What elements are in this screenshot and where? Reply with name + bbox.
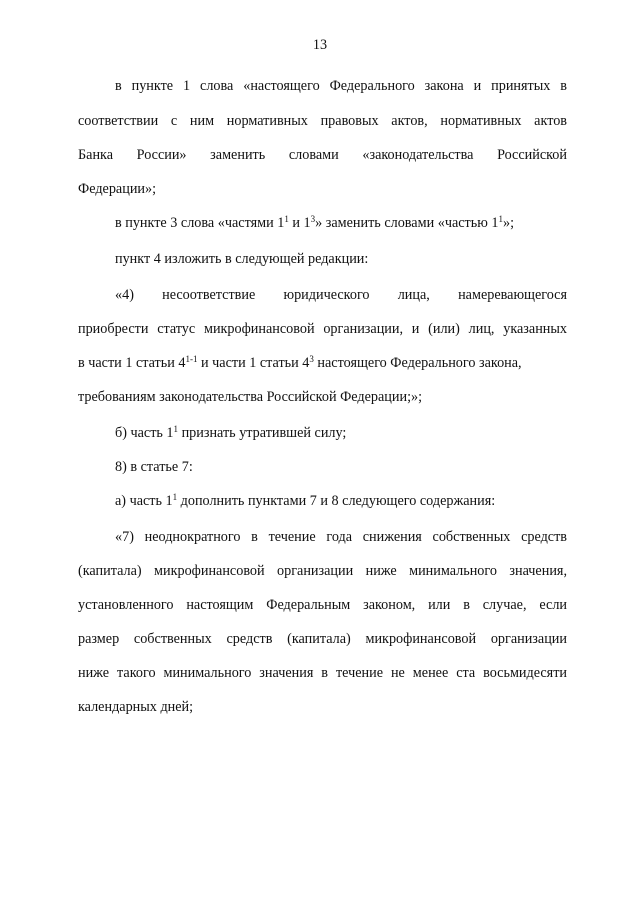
text-line: соответствии с ним нормативных правовых актов, нормативных актов	[78, 113, 567, 129]
text-line: «4) несоответствие юридического лица, намеревающегося	[115, 287, 567, 303]
text-line: календарных дней;	[78, 699, 194, 715]
text-line: «7) неоднократного в течение года снижения собственных средств	[115, 529, 567, 545]
text-line: Банка России» заменить словами «законодательства Российской	[78, 147, 567, 163]
text-line: 8) в статье 7:	[115, 459, 193, 475]
text-line: в пункте 3 слова «частями $1^1$ и $1^3$» заменить словами «частью $1^1$»;	[115, 214, 515, 231]
text-line: требованиям законодательства Российской Федерации;»;	[78, 389, 423, 405]
text-line: ниже такого минимального значения в течение не менее ста восьмидесяти	[78, 665, 567, 681]
text-line: в части 1 статьи 4$^{1-1}$ и части 1 статьи $4^3$ настоящего Федерального закона,	[78, 354, 522, 371]
text-line: размер собственных средств (капитала) микрофинансовой организации	[78, 631, 567, 647]
page-number: 13	[312, 37, 328, 53]
text-line: б) часть $1^1$ признать утратившей силу;	[115, 424, 347, 441]
text-line: Федерации»;	[78, 181, 157, 197]
text-line: а) часть $1^1$ дополнить пунктами 7 и 8 следующего содержания:	[115, 492, 496, 509]
text-line: пункт 4 изложить в следующей редакции:	[115, 251, 369, 267]
text-line: установленного настоящим Федеральным законом, или в случае, если	[78, 597, 567, 613]
text-line: приобрести статус микрофинансовой организации, и (или) лиц, указанных	[78, 321, 567, 337]
text-line: (капитала) микрофинансовой организации ниже минимального значения,	[78, 563, 567, 579]
text-line: в пункте 1 слова «настоящего Федерального закона и принятых в	[115, 78, 567, 94]
